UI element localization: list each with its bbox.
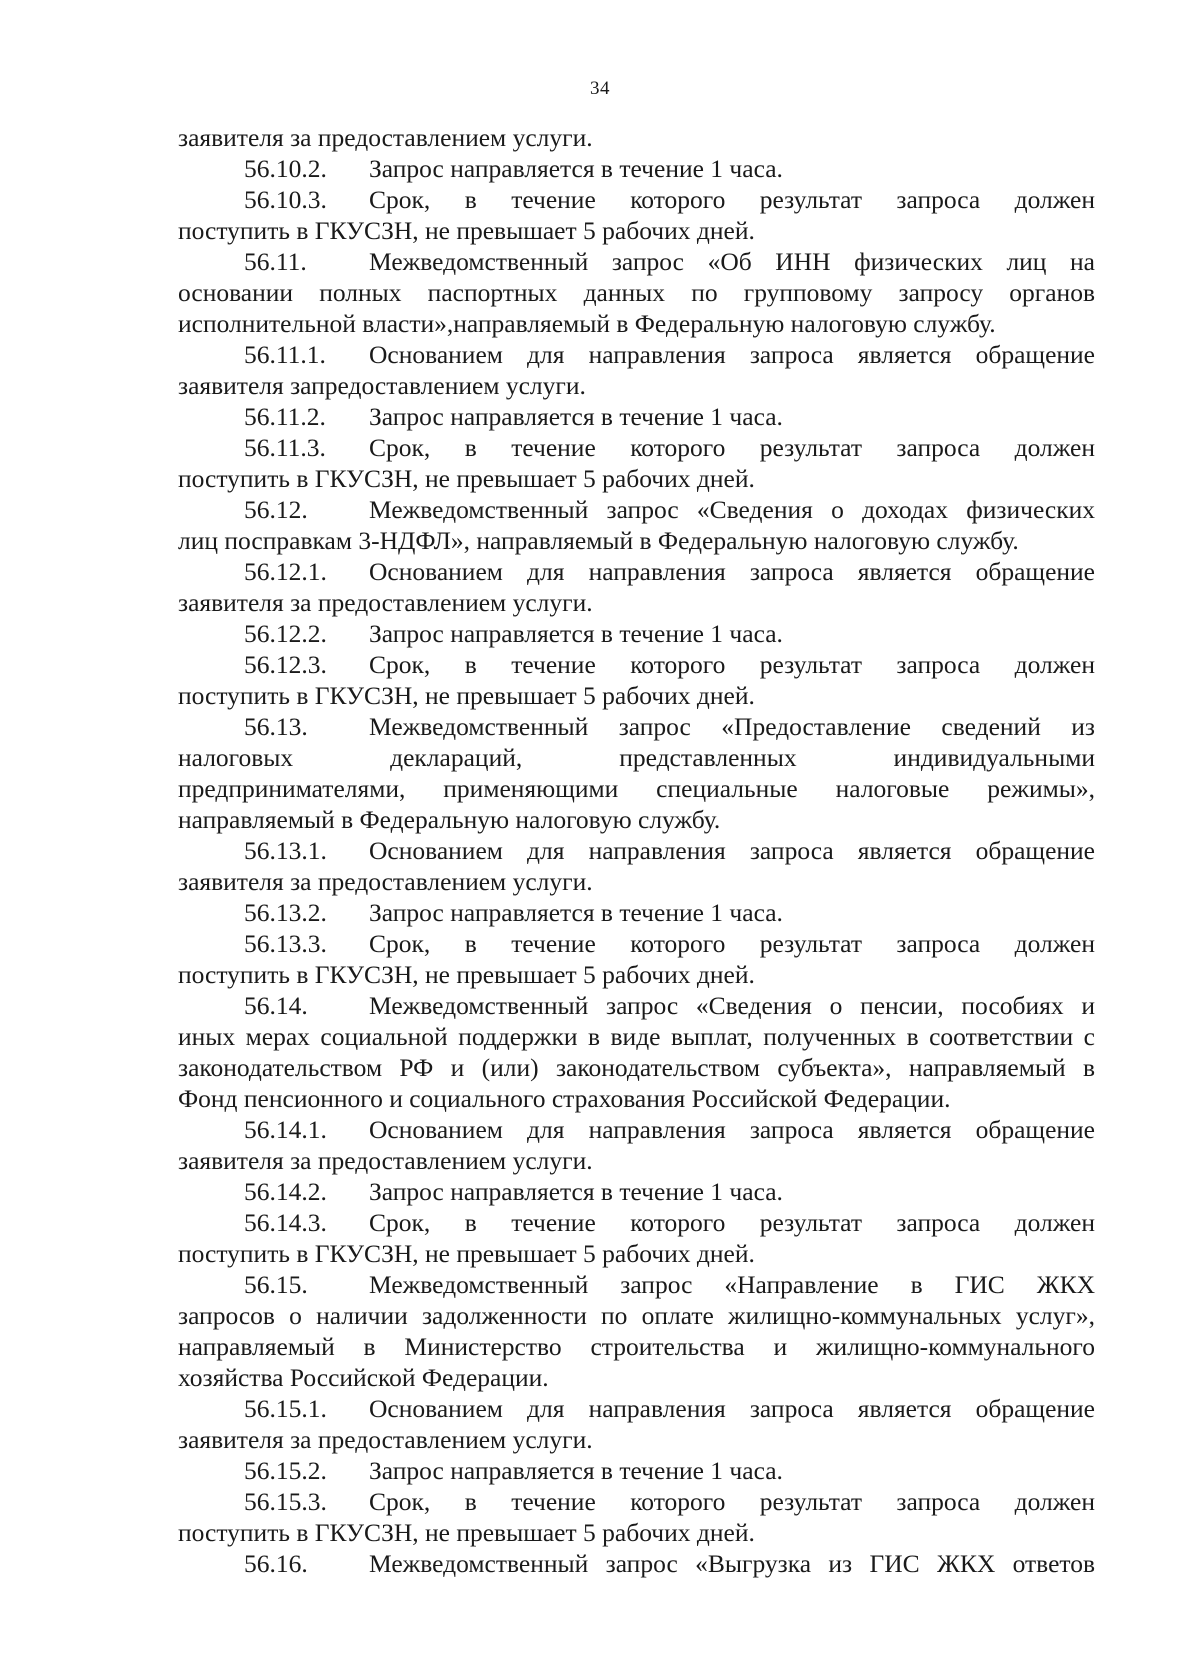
- clause-first-line: [178, 1455, 1095, 1486]
- clause-number: 56.13.3.: [244, 929, 327, 958]
- clause-text: Запрос направляется в течение 1 часа.: [369, 898, 783, 927]
- clause-first-line: [178, 1207, 1095, 1238]
- clause-first-line: [178, 1269, 1095, 1300]
- clause-number: 56.10.2.: [244, 154, 327, 183]
- text-line: поступить в ГКУСЗН, не превышает 5 рабочих дней.: [178, 681, 755, 710]
- clause-number: 56.13.2.: [244, 898, 327, 927]
- clause-first-line: [178, 897, 1095, 928]
- clause-number: 56.14.2.: [244, 1177, 327, 1206]
- clause-text: Запрос направляется в течение 1 часа.: [369, 154, 783, 183]
- clause-first-line: [178, 401, 1095, 432]
- clause-text: Запрос направляется в течение 1 часа.: [369, 1177, 783, 1206]
- text-line: заявителя за предоставлением услуги.: [178, 867, 593, 896]
- text-line: заявителя за предоставлением услуги.: [178, 123, 593, 152]
- clause-text: Основанием для направления запроса является обращение: [369, 836, 1095, 865]
- clause-number: 56.11.2.: [244, 402, 326, 431]
- clause-text: Срок, в течение которого результат запроса должен: [369, 650, 1095, 679]
- text-line: поступить в ГКУСЗН, не превышает 5 рабочих дней.: [178, 1239, 755, 1268]
- text-line: заявителя запредоставлением услуги.: [178, 371, 586, 400]
- clause-first-line: [178, 432, 1095, 463]
- text-line: заявителя за предоставлением услуги.: [178, 1146, 593, 1175]
- text-line: хозяйства Российской Федерации.: [178, 1363, 549, 1392]
- clause-text: Срок, в течение которого результат запроса должен: [369, 433, 1095, 462]
- clause-text: Основанием для направления запроса является обращение: [369, 1115, 1095, 1144]
- text-line: налоговых деклараций, представленных индивидуальными: [178, 743, 1095, 772]
- clause-text: Основанием для направления запроса является обращение: [369, 557, 1095, 586]
- clause-first-line: [178, 246, 1095, 277]
- text-line: направляемый в Министерство строительства и жилищно-коммунального: [178, 1332, 1095, 1361]
- clause-number: 56.13.1.: [244, 836, 327, 865]
- clause-first-line: [178, 649, 1095, 680]
- clause-text: Основанием для направления запроса является обращение: [369, 340, 1095, 369]
- clause-number: 56.14.1.: [244, 1115, 327, 1144]
- clause-text: Межведомственный запрос «Предоставление сведений из: [369, 712, 1095, 741]
- clause-first-line: [178, 1548, 1095, 1579]
- text-line: заявителя за предоставлением услуги.: [178, 1425, 593, 1454]
- text-line: Фонд пенсионного и социального страхования Российской Федерации.: [178, 1084, 951, 1113]
- clause-number: 56.11.: [244, 247, 307, 276]
- clause-first-line: [178, 618, 1095, 649]
- text-line: поступить в ГКУСЗН, не превышает 5 рабочих дней.: [178, 960, 755, 989]
- clause-number: 56.15.2.: [244, 1456, 327, 1485]
- clause-first-line: [178, 494, 1095, 525]
- text-line: лиц посправкам 3-НДФЛ», направляемый в Федеральную налоговую службу.: [178, 526, 1019, 555]
- clause-text: Срок, в течение которого результат запроса должен: [369, 185, 1095, 214]
- clause-text: Межведомственный запрос «Выгрузка из ГИС ЖКХ ответов: [369, 1549, 1095, 1578]
- clause-number: 56.10.3.: [244, 185, 327, 214]
- text-line: законодательством РФ и (или) законодательством субъекта», направляемый в: [178, 1053, 1095, 1082]
- text-line: предпринимателями, применяющими специальные налоговые режимы»,: [178, 774, 1095, 803]
- clause-text: Основанием для направления запроса является обращение: [369, 1394, 1095, 1423]
- clause-first-line: [178, 184, 1095, 215]
- text-line: исполнительной власти»,направляемый в Федеральную налоговую службу.: [178, 309, 996, 338]
- clause-first-line: [178, 1114, 1095, 1145]
- clause-first-line: [178, 1176, 1095, 1207]
- clause-number: 56.14.: [244, 991, 308, 1020]
- clause-number: 56.11.1.: [244, 340, 326, 369]
- clause-number: 56.16.: [244, 1549, 308, 1578]
- text-line: основании полных паспортных данных по групповому запросу органов: [178, 278, 1095, 307]
- clause-number: 56.15.3.: [244, 1487, 327, 1516]
- clause-number: 56.14.3.: [244, 1208, 327, 1237]
- clause-number: 56.13.: [244, 712, 308, 741]
- clause-text: Запрос направляется в течение 1 часа.: [369, 402, 783, 431]
- clause-number: 56.15.1.: [244, 1394, 327, 1423]
- clause-number: 56.12.1.: [244, 557, 327, 586]
- text-line: заявителя за предоставлением услуги.: [178, 588, 593, 617]
- clause-first-line: [178, 990, 1095, 1021]
- clause-text: Межведомственный запрос «Сведения о доходах физических: [369, 495, 1095, 524]
- clause-text: Межведомственный запрос «Об ИНН физических лиц на: [369, 247, 1095, 276]
- text-line: направляемый в Федеральную налоговую службу.: [178, 805, 721, 834]
- clause-text: Срок, в течение которого результат запроса должен: [369, 929, 1095, 958]
- clause-number: 56.15.: [244, 1270, 308, 1299]
- clause-text: Запрос направляется в течение 1 часа.: [369, 1456, 783, 1485]
- clause-number: 56.12.3.: [244, 650, 327, 679]
- clause-number: 56.12.: [244, 495, 308, 524]
- text-line: иных мерах социальной поддержки в виде выплат, полученных в соответствии с: [178, 1022, 1095, 1051]
- page-number: 34: [590, 78, 610, 99]
- text-line: запросов о наличии задолженности по оплате жилищно-коммунальных услуг»,: [178, 1301, 1095, 1330]
- clause-first-line: [178, 556, 1095, 587]
- clause-text: Межведомственный запрос «Сведения о пенсии, пособиях и: [369, 991, 1095, 1020]
- clause-text: Срок, в течение которого результат запроса должен: [369, 1487, 1095, 1516]
- clause-first-line: [178, 835, 1095, 866]
- clause-text: Запрос направляется в течение 1 часа.: [369, 619, 783, 648]
- clause-number: 56.11.3.: [244, 433, 326, 462]
- clause-first-line: [178, 1486, 1095, 1517]
- text-line: поступить в ГКУСЗН, не превышает 5 рабочих дней.: [178, 216, 755, 245]
- text-line: поступить в ГКУСЗН, не превышает 5 рабочих дней.: [178, 1518, 755, 1547]
- clause-first-line: [178, 928, 1095, 959]
- text-line: поступить в ГКУСЗН, не превышает 5 рабочих дней.: [178, 464, 755, 493]
- clause-text: Срок, в течение которого результат запроса должен: [369, 1208, 1095, 1237]
- clause-number: 56.12.2.: [244, 619, 327, 648]
- clause-first-line: [178, 1393, 1095, 1424]
- clause-text: Межведомственный запрос «Направление в ГИС ЖКХ: [369, 1270, 1095, 1299]
- clause-first-line: [178, 153, 1095, 184]
- clause-first-line: [178, 711, 1095, 742]
- document-body: [178, 122, 1095, 1579]
- clause-first-line: [178, 339, 1095, 370]
